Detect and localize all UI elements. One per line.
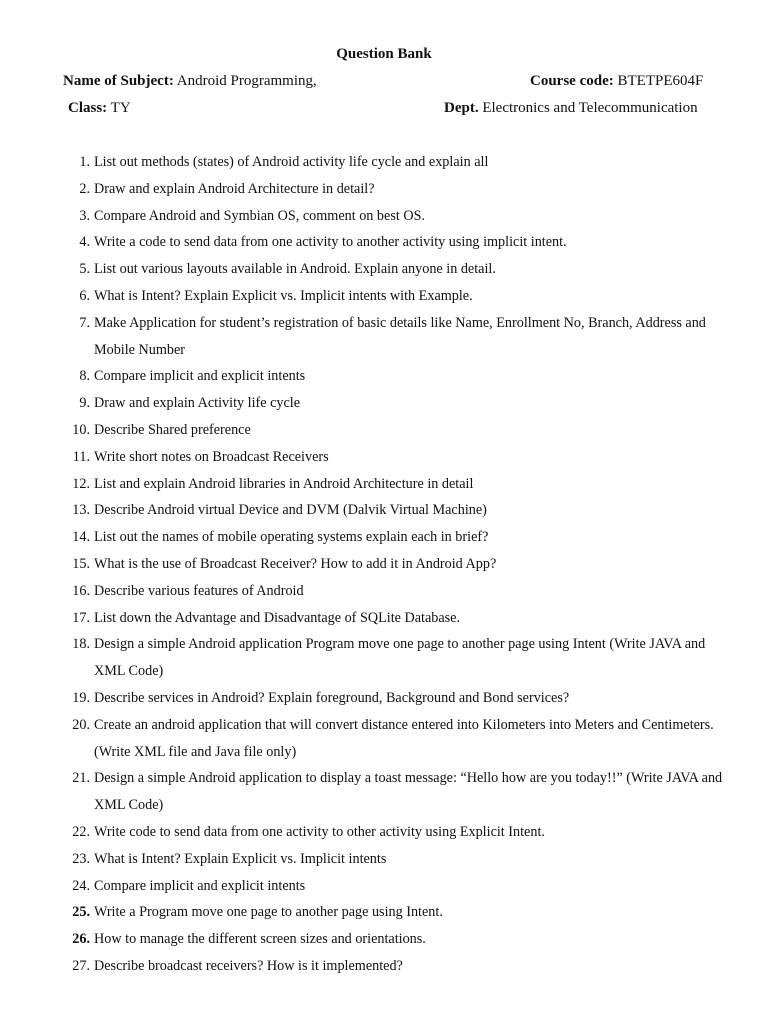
question-text: List out methods (states) of Android activity life cycle and explain all [94, 154, 489, 170]
question-item [0, 176, 734, 203]
question-item [0, 310, 734, 364]
question-text: Write a code to send data from one activity to another activity using implicit intent. [94, 234, 567, 251]
question-text: Design a simple Android application to display a toast message: “Hello how are you today!!” (Write JAVA and XML Code) [94, 770, 723, 814]
question-text: Compare Android and Symbian OS, comment on best OS. [94, 207, 426, 224]
question-text: Make Application for student’s registration of basic details like Name, Enrollment No, Branch, Address and Mobile Number [94, 314, 706, 358]
question-text: List and explain Android libraries in Android Architecture in detail [94, 475, 474, 492]
question-item [0, 551, 734, 578]
question-number: 2. [79, 180, 90, 197]
question-item [0, 926, 734, 953]
dept-info [444, 98, 698, 118]
question-text: List down the Advantage and Disadvantage of SQLite Database. [94, 609, 461, 626]
question-text: Write a Program move one page to another page using Intent. [94, 904, 443, 921]
question-number: 1. [79, 154, 90, 170]
question-text: Describe broadcast receivers? How is it implemented? [94, 957, 403, 974]
question-number: 3. [79, 207, 90, 224]
question-list [0, 149, 768, 980]
question-text: Write code to send data from one activity to other activity using Explicit Intent. [94, 823, 545, 840]
question-number: 16. [72, 582, 90, 599]
question-item [0, 471, 734, 498]
question-text: Describe services in Android? Explain foreground, Background and Bond services? [94, 689, 570, 706]
course-info [530, 71, 703, 91]
question-item [0, 765, 734, 819]
subject-label: Name of Subject: [63, 73, 174, 89]
question-number: 19. [72, 689, 90, 706]
question-text: Describe Shared preference [94, 421, 251, 438]
question-number: 9. [79, 395, 90, 412]
question-text: Describe Android virtual Device and DVM (Dalvik Virtual Machine) [94, 502, 487, 519]
question-item [0, 631, 734, 685]
question-number: 11. [72, 448, 90, 465]
question-item [0, 256, 734, 283]
question-item [0, 283, 734, 310]
question-text: Create an android application that will convert distance entered into Kilometers into Meters and Centimeters. (Write XML file and Java file only) [94, 716, 714, 760]
question-number: 27. [72, 957, 90, 974]
question-number: 13. [72, 502, 90, 519]
question-number: 10. [72, 421, 90, 438]
dept-label: Dept. [444, 100, 479, 116]
question-text: Write short notes on Broadcast Receivers [94, 448, 329, 465]
class-value: TY [110, 100, 131, 116]
question-item [0, 578, 734, 605]
question-item [0, 497, 734, 524]
question-item [0, 873, 734, 900]
dept-value: Electronics and Telecommunication [482, 100, 698, 116]
question-item [0, 846, 734, 873]
question-item [0, 899, 734, 926]
question-number: 5. [79, 261, 90, 278]
question-text: Describe various features of Android [94, 582, 304, 599]
question-text: Design a simple Android application Program move one page to another page using Intent (Write JAVA and XML Code) [94, 636, 706, 680]
question-item [0, 363, 734, 390]
class-info [68, 98, 131, 118]
question-number: 23. [72, 850, 90, 867]
question-item [0, 203, 734, 230]
course-value: BTETPE604F [617, 73, 704, 89]
class-label: Class: [68, 100, 108, 116]
question-text: What is Intent? Explain Explicit vs. Implicit intents with Example. [94, 287, 473, 304]
question-number: 24. [72, 877, 90, 894]
question-number: 12. [72, 475, 90, 492]
question-item [0, 524, 734, 551]
question-number: 15. [72, 555, 90, 572]
question-text: What is Intent? Explain Explicit vs. Implicit intents [94, 850, 387, 867]
question-number: 4. [79, 234, 90, 251]
question-number: 14. [72, 529, 90, 546]
course-label: Course code: [530, 73, 614, 89]
question-number: 17. [72, 609, 90, 626]
question-text: Draw and explain Android Architecture in detail? [94, 180, 375, 197]
question-number: 25. [72, 904, 90, 921]
question-item [0, 953, 734, 980]
question-number: 18. [72, 636, 90, 653]
question-number: 6. [79, 287, 90, 304]
question-number: 21. [72, 770, 90, 787]
question-number: 20. [72, 716, 90, 733]
question-item [0, 444, 734, 471]
question-text: Draw and explain Activity life cycle [94, 395, 301, 412]
question-text: List out various layouts available in Android. Explain anyone in detail. [94, 261, 496, 278]
question-item [0, 390, 734, 417]
question-text: Compare implicit and explicit intents [94, 368, 306, 385]
question-text: How to manage the different screen sizes and orientations. [94, 931, 426, 948]
question-text: List out the names of mobile operating systems explain each in brief? [94, 529, 489, 546]
subject-info [63, 71, 317, 91]
question-number: 26. [72, 931, 90, 948]
question-item [0, 229, 734, 256]
question-item [0, 712, 734, 766]
subject-value: Android Programming, [176, 73, 317, 89]
question-item [0, 685, 734, 712]
question-item [0, 819, 734, 846]
page-title: Question Bank [336, 46, 432, 62]
question-item [0, 149, 734, 176]
question-item [0, 417, 734, 444]
question-item [0, 605, 734, 632]
question-number: 7. [79, 314, 90, 331]
question-text: Compare implicit and explicit intents [94, 877, 306, 894]
question-number: 22. [72, 823, 90, 840]
question-number: 8. [79, 368, 90, 385]
question-text: What is the use of Broadcast Receiver? How to add it in Android App? [94, 555, 497, 572]
